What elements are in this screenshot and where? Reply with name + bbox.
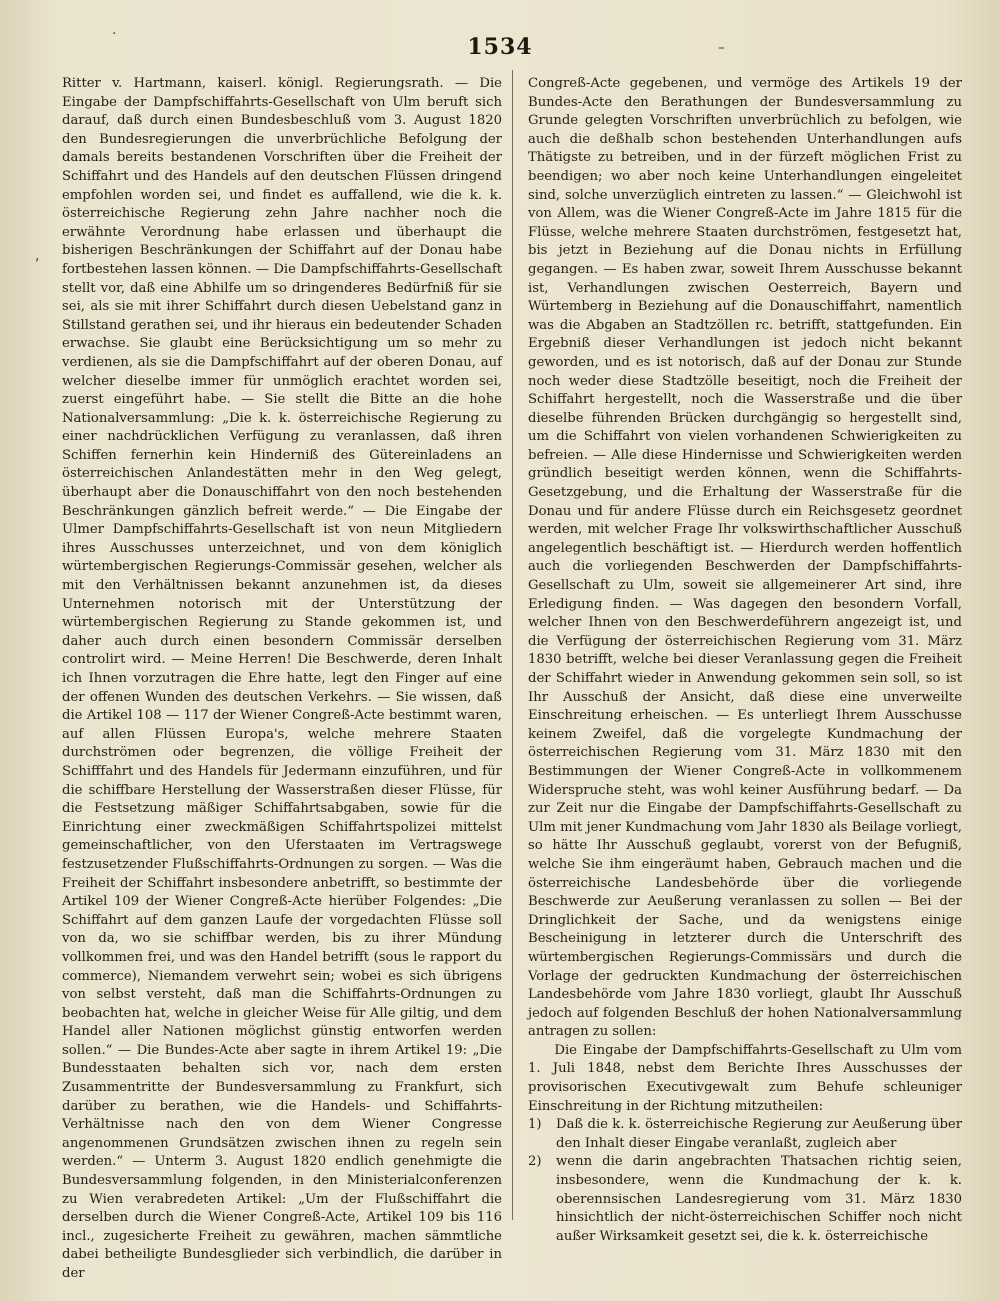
right-column-text: Congreß-Acte gegebenen, und vermöge des Artikels 19 der Bundes-Acte den Berathungen der Bundesversammlung zu Grunde gelegten Vorschriften unverbrüchlich zu befolgen, wie auch die deßhalb schon bestehenden Unterhandlungen aufs Thätigste zu betreiben, und in der fürzeft möglichen Frist zu beendigen; wo aber noch keine Unterhandlungen eingeleitet sind, solche unverzüglich eintreten zu lassen.“ — Gleichwohl ist von Allem, was die Wiener Congreß-Acte im Jahre 1815 für die Flüsse, welche mehrere Staaten durchströmen, festgesetzt hat, bis jetzt in Beziehung auf die Donau nichts in Erfüllung gegangen. — Es haben zwar, soweit Ihrem Ausschusse bekannt ist, Verhandlungen zwischen Oesterreich, Bayern und Würtemberg in Beziehung auf die Donauschiffahrt, namentlich was die Abgaben an Stadtzöllen rc. betrifft, stattgefunden. Ein Ergebniß dieser Verhandlungen ist jedoch nicht bekannt geworden, und es ist notorisch, daß auf der Donau zur Stunde noch weder diese Stadtzölle beseitigt, noch die Freiheit der Schiffahrt hergestellt, noch die Wasserstraße und die über dieselbe führenden Brücken durchgängig so hergestellt sind, um die Schiffahrt von vielen vorhandenen Schwierigkeiten zu befreien. — Alle diese Hindernisse und Schwierigkeiten werden gründlich beseitigt werden können, wenn die Schiffahrts-Gesetzgebung, und die Erhaltung der Wasserstraße für die Donau und für andere Flüsse durch ein Reichsgesetz geordnet werden, mit welcher Frage Ihr volkswirthschaftlicher Ausschuß angelegentlich beschäftigt ist. — Hierdurch werden hoffentlich auch die vorliegenden Beschwerden der Dampfschiffahrts-Gesellschaft zu Ulm, soweit sie allgemeinerer Art sind, ihre Erledigung finden. — Was dagegen den besondern Vorfall, welcher Ihnen von den Beschwerdeführern angezeigt ist, und die Verfügung der österreichischen Regierung vom 31. März 1830 betrifft, welche bei dieser Veranlassung gegen die Freiheit der Schiffahrt wieder in Anwendung gekommen sein soll, so ist Ihr Ausschuß der Ansicht, daß diese eine unverweilte Einschreitung erheischen. — Es unterliegt Ihrem Ausschusse keinem Zweifel, daß die vorgelegte Kundmachung der österreichischen Regierung vom 31. März 1830 mit den Bestimmungen der Wiener Congreß-Acte in vollkommenem Widerspruche steht, was wohl keiner Ausführung bedarf. — Da zur Zeit nur die Eingabe der Dampfschiffahrts-Gesellschaft zu Ulm mit jener Kundmachung vom Jahr 1830 als Beilage vorliegt, so hätte Ihr Ausschuß geglaubt, vorerst von der Befugniß, welche Sie ihm eingeräumt haben, Gebrauch machen und die österreichische Landesbehörde über die vorliegende Beschwerde zur Aeußerung veranlassen zu sollen — Bei der Dringlichkeit der Sache, und da wenigstens einige Bescheinigung in letzterer durch die Unterschrift des würtembergischen Regierungs-Commissärs und durch die Vorlage der gedruckten Kundmachung der österreichischen Landesbehörde vom Jahre 1830 vorliegt, glaubt Ihr Ausschuß jedoch auf folgenden Beschluß der hohen Nationalversammlung antragen zu sollen:	[528, 76, 962, 1040]
ink-tick: ,	[35, 248, 40, 264]
motion-item-text: Daß die k. k. österreichische Regierung zur Aeußerung über den Inhalt dieser Eingabe veranlaßt, zugleich aber	[556, 1117, 962, 1151]
motion-paragraph: Die Eingabe der Dampfschiffahrts-Gesellschaft zu Ulm vom 1. Juli 1848, nebst dem Berichte Ihres Ausschusses der provisorischen Executivgewalt zum Behufe schleuniger Einschreitung in der Richtung mitzutheilen:	[528, 1042, 962, 1114]
motion-item-number: 2)	[528, 1154, 542, 1170]
motion-item-text: wenn die darin angebrachten Thatsachen richtig seien, insbesondere, wenn die Kundmachung der k. k. oberennsischen Landesregierung vom 31. März 1830 hinsichtlich der nicht-österreichischen Schiffer noch nicht außer Wirksamkeit gesetzt sei, die k. k. österreichische	[556, 1154, 962, 1244]
left-column-text: Ritter v. Hartmann, kaiserl. königl. Regierungsrath. — Die Eingabe der Dampfschiffahrts-Gesellschaft von Ulm beruft sich darauf, daß durch einen Bundesbeschluß vom 3. August 1820 den Bundesregierungen die unverbrüchliche Befolgung der damals bereits bestandenen Vorschriften über die Freiheit der Schiffahrt und des Handels auf den deutschen Flüssen dringend empfohlen worden sei, und findet es auffallend, wie die k. k. österreichische Regierung zehn Jahre nachher noch die erwähnte Verordnung habe erlassen und überhaupt die bisherigen Beschränkungen der Schiffahrt auf der Donau habe fortbestehen lassen können. — Die Dampfschiffahrts-Gesellschaft stellt vor, daß eine Abhilfe um so dringenderes Bedürfniß für sie sei, als sie mit ihrer Schiffahrt durch diesen Uebelstand ganz in Stillstand gerathen sei, und ihr hieraus ein bedeutender Schaden erwachse. Sie glaubt eine Berücksichtigung um so mehr zu verdienen, als sie die Dampfschiffahrt auf der oberen Donau, auf welcher dieselbe immer für unmöglich erachtet worden sei, zuerst eingeführt habe. — Sie stellt die Bitte an die hohe Nationalversammlung: „Die k. k. österreichische Regierung zu einer nachdrücklichen Verfügung zu veranlassen, daß ihren Schiffen fernerhin kein Hinderniß des Gütereinladens an österreichischen Anlandestätten mehr in den Weg gelegt, überhaupt aber die Donauschiffahrt von den noch bestehenden Beschränkungen gänzlich befreit werde.“ — Die Eingabe der Ulmer Dampfschiffahrts-Gesellschaft ist von neun Mitgliedern ihres Ausschusses unterzeichnet, und von dem königlich würtembergischen Regierungs-Commissär gesehen, welcher als mit den Verhältnissen bekannt anzunehmen ist, da dieses Unternehmen notorisch mit der Unterstützung der würtembergischen Regierung zu Stande gekommen ist, und daher auch durch einen besondern Commissär derselben controlirt wird. — Meine Herren! Die Beschwerde, deren Inhalt ich Ihnen vorzutragen die Ehre hatte, legt den Finger auf eine der offenen Wunden des deutschen Verkehrs. — Sie wissen, daß die Artikel 108 — 117 der Wiener Congreß-Acte bestimmt waren, auf allen Flüssen Europa's, welche mehrere Staaten durchströmen oder begrenzen, die völlige Freiheit der Schifffahrt und des Handels für Jedermann einzuführen, und für die schiffbare Herstellung der Wasserstraßen dieser Flüsse, für die Festsetzung mäßiger Schiffahrtsabgaben, sowie für die Einrichtung einer zweckmäßigen Schiffahrtspolizei mittelst gemeinschaftlicher, von den Uferstaaten im Vertragswege festzusetzender Flußschiffahrts-Ordnungen zu sorgen. — Was die Freiheit der Schiffahrt insbesondere anbetrifft, so bestimmte der Artikel 109 der Wiener Congreß-Acte hierüber Folgendes: „Die Schiffahrt auf dem ganzen Laufe der vorgedachten Flüsse soll von da, wo sie schiffbar werden, bis zu ihrer Mündung vollkommen frei, und was den Handel betrifft (sous le rapport du commerce), Niemandem verwehrt sein; wobei es sich übrigens von selbst versteht, daß man die Schiffahrts-Ordnungen zu beobachten hat, welche in gleicher Weise für Alle giltig, und dem Handel aller Nationen möglichst günstig entworfen werden sollen.“ — Die Bundes-Acte aber sagte in ihrem Artikel 19: „Die Bundesstaaten behalten sich vor, nach dem ersten Zusammentritte der Bundesversammlung zu Frankfurt, sich darüber zu berathen, wie die Handels- und Schiffahrts-Verhältnisse nach den von dem Wiener Congresse angenommenen Grundsätzen zwischen ihnen zu regeln sein werden.“ — Unterm 3. August 1820 endlich genehmigte die Bundesversammlung folgenden, in den Ministerialconferenzen zu Wien verabredeten Artikel: „Um der Flußschiffahrt die derselben durch die Wiener Congreß-Acte, Artikel 109 bis 116 incl., zugesicherte Freiheit zu gewähren, machen sämmtliche dabei betheiligte Bundesglieder sich verbindlich, die darüber in der	[62, 76, 502, 1281]
right-column	[528, 75, 962, 1246]
motion-item	[528, 1153, 962, 1246]
ink-dash: –	[718, 40, 725, 56]
left-column	[62, 75, 502, 1284]
motion-list	[528, 1116, 962, 1246]
column-divider	[512, 70, 513, 1220]
ink-speck: ·	[112, 26, 117, 42]
motion-item-number: 1)	[528, 1117, 542, 1133]
motion-item	[528, 1116, 962, 1153]
page-number: 1534	[467, 34, 533, 60]
